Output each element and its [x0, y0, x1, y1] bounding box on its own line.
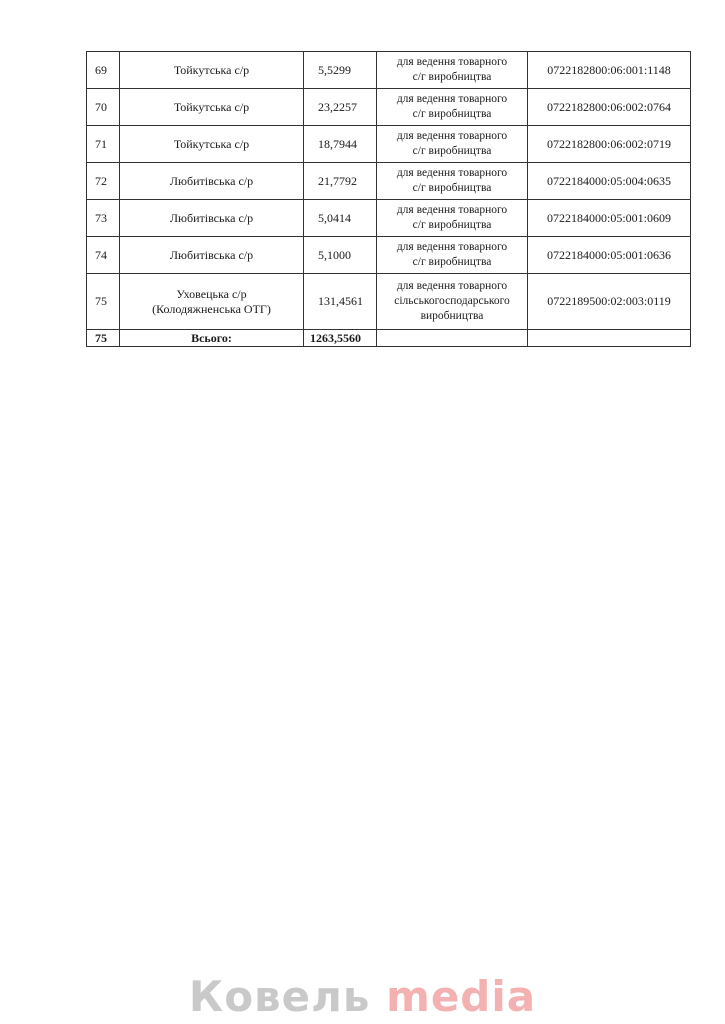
council-name: Любитівська с/р — [120, 237, 304, 274]
area-value: 21,7792 — [304, 163, 377, 200]
table-row — [87, 163, 691, 200]
empty-cell — [377, 330, 528, 347]
site-watermark — [0, 972, 725, 1021]
purpose: для ведення товарного с/г виробництва — [377, 126, 528, 163]
empty-cell — [528, 330, 691, 347]
row-number: 72 — [87, 163, 120, 200]
council-name: Тойкутська с/р — [120, 89, 304, 126]
council-name: Тойкутська с/р — [120, 126, 304, 163]
cadastral-number: 0722182800:06:002:0719 — [528, 126, 691, 163]
area-value: 23,2257 — [304, 89, 377, 126]
purpose: для ведення товарного с/г виробництва — [377, 89, 528, 126]
cadastral-number: 0722184000:05:001:0609 — [528, 200, 691, 237]
total-row — [87, 330, 691, 347]
watermark-part-media: media — [386, 972, 537, 1021]
total-area: 1263,5560 — [304, 330, 377, 347]
table-row — [87, 89, 691, 126]
cadastral-number: 0722184000:05:004:0635 — [528, 163, 691, 200]
cadastral-number: 0722189500:02:003:0119 — [528, 274, 691, 330]
table-row — [87, 274, 691, 330]
land-parcels-table — [86, 51, 691, 347]
table-row — [87, 237, 691, 274]
cadastral-number: 0722182800:06:001:1148 — [528, 52, 691, 89]
area-value: 131,4561 — [304, 274, 377, 330]
row-number: 71 — [87, 126, 120, 163]
cadastral-number: 0722182800:06:002:0764 — [528, 89, 691, 126]
council-name: Любитівська с/р — [120, 163, 304, 200]
council-name: Любитівська с/р — [120, 200, 304, 237]
row-number: 75 — [87, 274, 120, 330]
cadastral-number: 0722184000:05:001:0636 — [528, 237, 691, 274]
total-count: 75 — [87, 330, 120, 347]
row-number: 74 — [87, 237, 120, 274]
purpose: для ведення товарного сільськогосподарського виробництва — [377, 274, 528, 330]
table-row — [87, 126, 691, 163]
row-number: 69 — [87, 52, 120, 89]
purpose: для ведення товарного с/г виробництва — [377, 163, 528, 200]
row-number: 73 — [87, 200, 120, 237]
table-row — [87, 52, 691, 89]
area-value: 5,5299 — [304, 52, 377, 89]
purpose: для ведення товарного с/г виробництва — [377, 200, 528, 237]
area-value: 5,1000 — [304, 237, 377, 274]
area-value: 5,0414 — [304, 200, 377, 237]
watermark-part-kovel: Ковель — [188, 972, 371, 1021]
table-row — [87, 200, 691, 237]
row-number: 70 — [87, 89, 120, 126]
total-label: Всього: — [120, 330, 304, 347]
area-value: 18,7944 — [304, 126, 377, 163]
purpose: для ведення товарного с/г виробництва — [377, 52, 528, 89]
council-name: Уховецька с/р (Колодяжненська ОТГ) — [120, 274, 304, 330]
council-name: Тойкутська с/р — [120, 52, 304, 89]
purpose: для ведення товарного с/г виробництва — [377, 237, 528, 274]
